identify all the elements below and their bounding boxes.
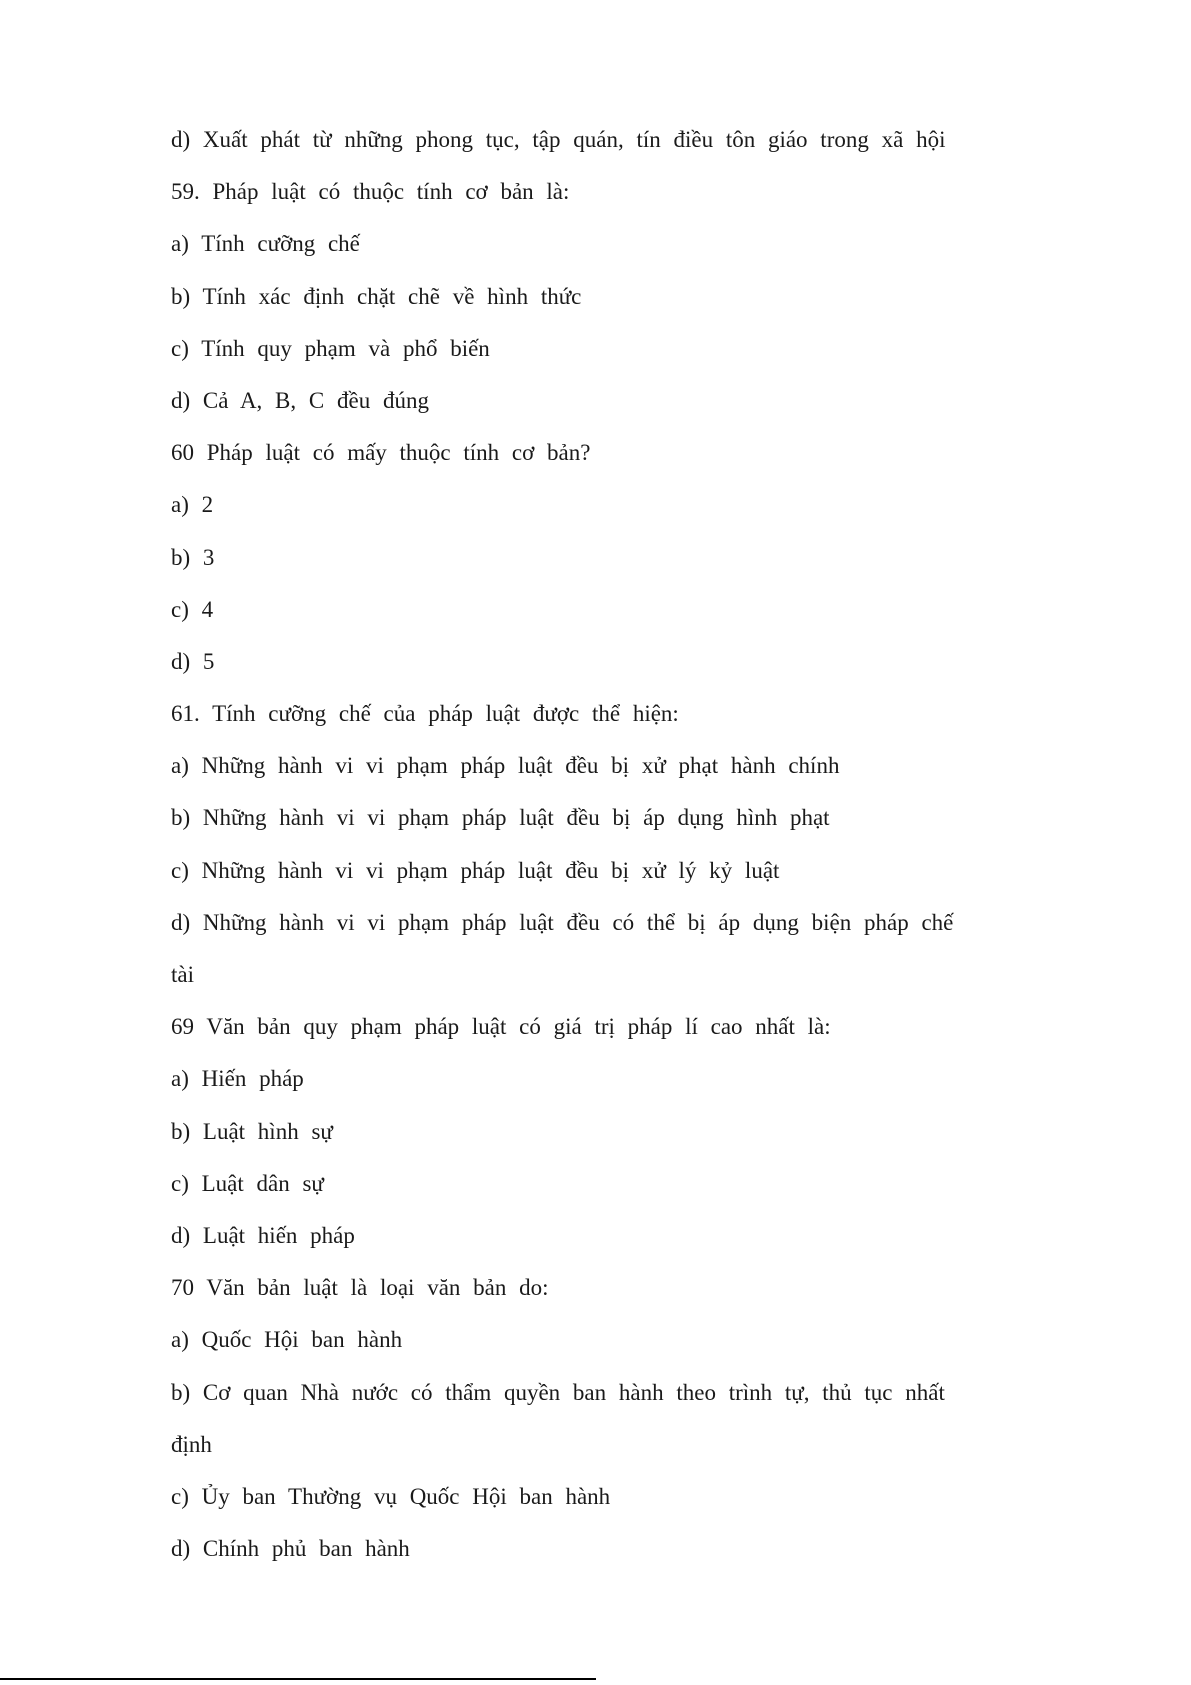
answer-option: b) Luật hình sự bbox=[171, 1118, 333, 1144]
answer-option: d) Chính phủ ban hành bbox=[171, 1536, 410, 1562]
answer-option: d) 5 bbox=[171, 648, 215, 674]
answer-option: a) Tính cưỡng chế bbox=[171, 231, 360, 257]
answer-option: c) 4 bbox=[171, 596, 214, 622]
answer-option: c) Luật dân sự bbox=[171, 1170, 324, 1196]
answer-option: c) Những hành vi vi phạm pháp luật đều bị xử lý kỷ luật bbox=[171, 857, 780, 883]
question-text: 60 Pháp luật có mấy thuộc tính cơ bản? bbox=[171, 440, 591, 466]
answer-option: d) Cả A, B, C đều đúng bbox=[171, 387, 429, 413]
answer-option: b) 3 bbox=[171, 544, 215, 570]
question-text: 61. Tính cưỡng chế của pháp luật được thể hiện: bbox=[171, 701, 679, 727]
answer-option: a) 2 bbox=[171, 492, 214, 518]
answer-option: b) Tính xác định chặt chẽ về hình thức bbox=[171, 283, 582, 309]
question-text: 59. Pháp luật có thuộc tính cơ bản là: bbox=[171, 179, 570, 205]
question-text: 69 Văn bản quy phạm pháp luật có giá trị pháp lí cao nhất là: bbox=[171, 1014, 831, 1040]
answer-option: b) Cơ quan Nhà nước có thẩm quyền ban hành theo trình tự, thủ tục nhất bbox=[171, 1379, 945, 1405]
answer-option: c) Tính quy phạm và phổ biến bbox=[171, 335, 490, 361]
page-bottom-rule bbox=[0, 1678, 596, 1680]
answer-option-continuation: tài bbox=[171, 962, 194, 987]
answer-option: c) Ủy ban Thường vụ Quốc Hội ban hành bbox=[171, 1483, 611, 1509]
answer-option: a) Những hành vi vi phạm pháp luật đều bị xử phạt hành chính bbox=[171, 753, 840, 779]
document-body bbox=[171, 114, 971, 1575]
answer-option: a) Quốc Hội ban hành bbox=[171, 1327, 403, 1353]
answer-option: a) Hiến pháp bbox=[171, 1066, 304, 1092]
answer-option-continuation: định bbox=[171, 1431, 212, 1457]
answer-option: d) Luật hiến pháp bbox=[171, 1222, 355, 1248]
answer-option: b) Những hành vi vi phạm pháp luật đều bị áp dụng hình phạt bbox=[171, 805, 830, 831]
answer-option: d) Xuất phát từ những phong tục, tập quán, tín điều tôn giáo trong xã hội bbox=[171, 127, 946, 152]
answer-option: d) Những hành vi vi phạm pháp luật đều có thể bị áp dụng biện pháp chế bbox=[171, 909, 954, 935]
question-text: 70 Văn bản luật là loại văn bản do: bbox=[171, 1275, 549, 1301]
